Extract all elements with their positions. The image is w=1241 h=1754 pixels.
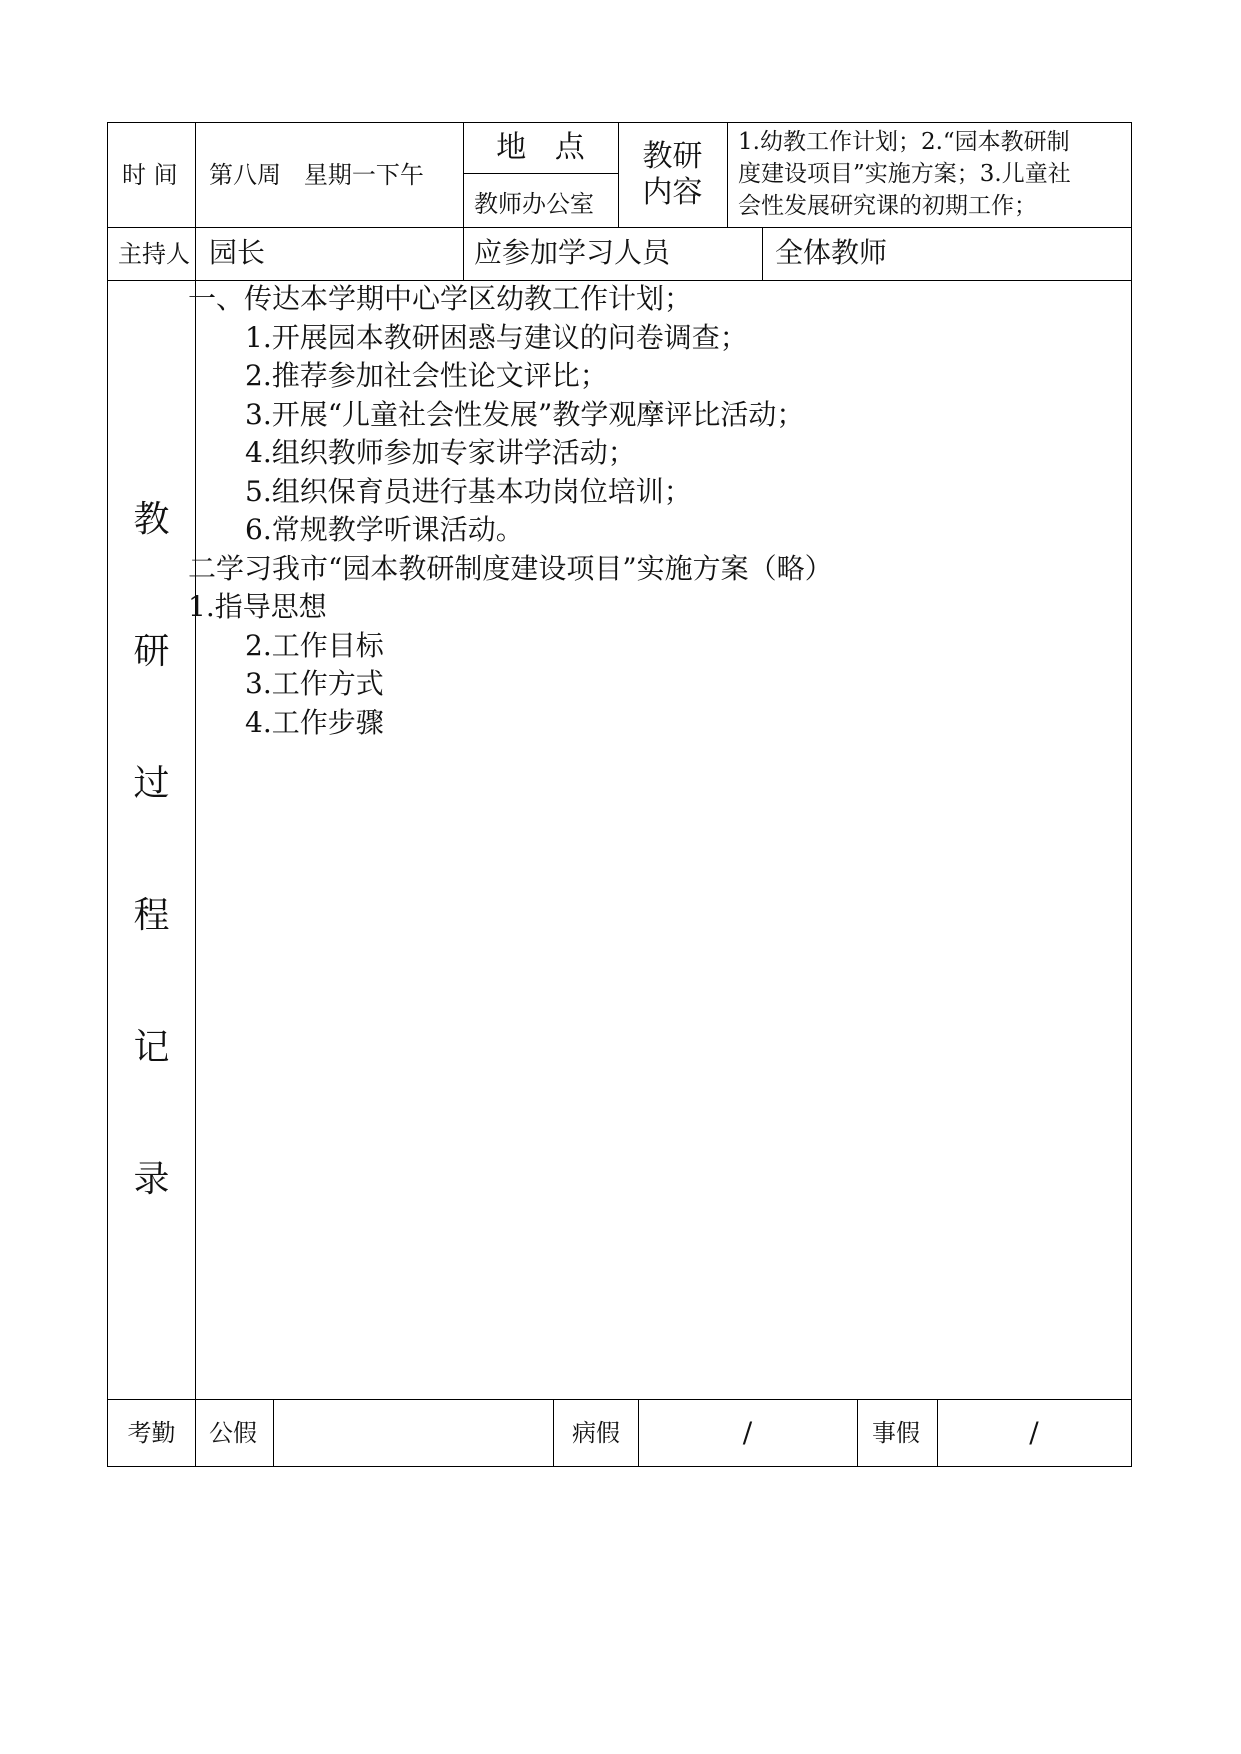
record-body (188, 280, 1088, 742)
record-line: 1.开展园本教研困惑与建议的问卷调查； (245, 320, 748, 354)
attendees-label: 应参加学习人员 (474, 236, 671, 269)
record-label-char: 研 (133, 631, 170, 672)
record-label-char: 程 (133, 895, 170, 936)
content-label-line1: 教研 (642, 139, 703, 174)
personal-leave-label: 事假 (872, 1419, 920, 1447)
record-label-char: 教 (133, 499, 170, 540)
rule-official-value-left (273, 1399, 274, 1466)
attendees-value: 全体教师 (775, 236, 888, 269)
rule-record-bottom (108, 1399, 1131, 1400)
record-line: 6.常规教学听课活动。 (245, 513, 524, 546)
content-line-2: 度建设项目”实施方案；3.儿童社 (738, 161, 1071, 187)
location-value: 教师办公室 (474, 190, 594, 218)
rule-personal-label-left (857, 1399, 858, 1466)
record-line: 1.指导思想 (188, 590, 327, 623)
host-label: 主持人 (118, 240, 190, 268)
host-value: 园长 (209, 236, 266, 269)
rule-attendees-right (762, 227, 763, 280)
sick-leave-label: 病假 (572, 1419, 620, 1447)
record-line: 4.工作步骤 (245, 705, 384, 739)
record-label-char: 录 (133, 1159, 170, 1200)
rule-header-bottom (108, 227, 1131, 228)
time-label: 时 间 (122, 161, 178, 189)
record-line: 3.工作方式 (245, 667, 384, 700)
location-label: 地 点 (496, 130, 585, 165)
record-line: 3.开展“儿童社会性发展”教学观摩评比活动； (245, 397, 805, 431)
sick-leave-value: / (742, 1416, 753, 1449)
content-line-1: 1.幼教工作计划；2.“园本教研制 (738, 129, 1070, 155)
attendance-label: 考勤 (127, 1419, 176, 1447)
rule-sick-label-left (553, 1399, 554, 1466)
record-line: 二学习我市“园本教研制度建设项目”实施方案（略） (188, 551, 833, 585)
record-line: 5.组织保育员进行基本功岗位培训； (245, 474, 692, 508)
record-line: 2.推荐参加社会性论文评比； (245, 359, 608, 392)
rule-location-split (463, 173, 618, 174)
record-line: 一、传达本学期中心学区幼教工作计划； (188, 282, 693, 315)
time-value: 第八周 星期一下午 (209, 161, 424, 189)
rule-content-label-right (727, 123, 728, 227)
official-leave-label: 公假 (209, 1419, 257, 1447)
content-label-line2: 内容 (642, 175, 703, 210)
record-line: 2.工作目标 (245, 628, 384, 662)
rule-location-right (618, 123, 619, 227)
content-line-3: 会性发展研究课的初期工作； (738, 193, 1037, 219)
record-line: 4.组织教师参加专家讲学活动； (245, 436, 636, 469)
personal-leave-value: / (1029, 1416, 1039, 1449)
record-label-char: 过 (133, 763, 170, 804)
teaching-research-record-table (107, 122, 1132, 1467)
record-label-char: 记 (133, 1027, 170, 1068)
